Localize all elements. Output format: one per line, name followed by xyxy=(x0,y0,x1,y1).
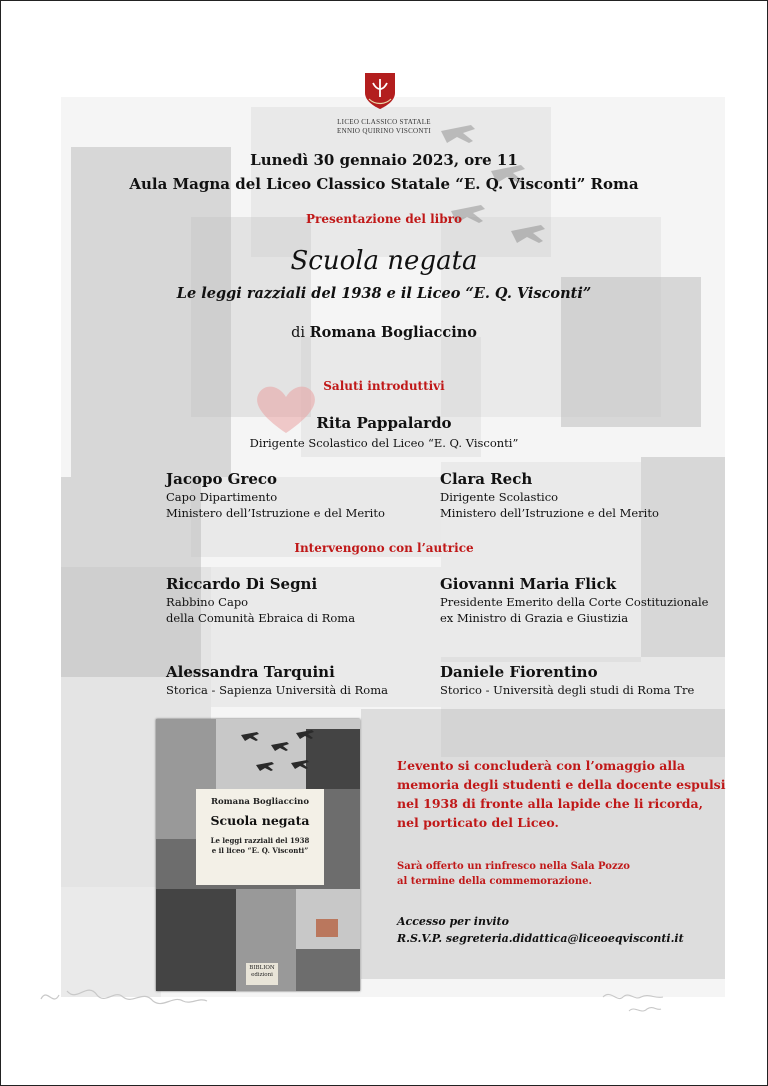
access-line: Accesso per invito xyxy=(397,915,509,928)
cover-author: Romana Bogliaccino xyxy=(210,797,310,807)
book-cover-image xyxy=(156,719,360,991)
greeting-right xyxy=(440,469,659,521)
refreshment-line1: Sarà offerto un rinfresco nella Sala Pozzo xyxy=(397,861,630,872)
speaker-name: Riccardo Di Segni xyxy=(166,575,318,593)
closing-message: L’evento si concluderà con l’omaggio alla memoria degli studenti e della docente espulsi nel 1938 di fronte alla lapide che li ricorda, nel porticato del Liceo. xyxy=(397,758,726,830)
signature-left xyxy=(37,981,227,1011)
speaker-role-line1: Presidente Emerito della Corte Costituzionale xyxy=(440,595,709,609)
greeting-left xyxy=(166,469,385,521)
signature-right xyxy=(599,985,679,1019)
school-name-line1: LICEO CLASSICO STATALE xyxy=(337,118,431,126)
speaker-name: Daniele Fiorentino xyxy=(440,663,598,681)
speaker-name: Giovanni Maria Flick xyxy=(440,575,617,593)
speaker-role-line1: Storico - Università degli studi di Roma Tre xyxy=(440,683,695,697)
author-prefix: di xyxy=(291,325,305,341)
speaker-card xyxy=(440,574,708,626)
school-crest-icon xyxy=(363,71,397,111)
main-speaker-name: Rita Pappalardo xyxy=(316,414,452,432)
speaker-card xyxy=(440,662,694,698)
book-title: Scuola negata xyxy=(290,246,478,276)
cover-title: Scuola negata xyxy=(210,813,310,828)
main-speaker-role: Dirigente Scolastico del Liceo “E. Q. Visconti” xyxy=(249,436,519,450)
publisher-logo xyxy=(246,963,278,985)
refreshment-line2: al termine della commemorazione. xyxy=(397,876,592,887)
greetings-heading: Saluti introduttivi xyxy=(323,379,445,393)
book-subtitle: Le leggi razziali del 1938 e il Liceo “E. Q. Visconti” xyxy=(176,285,592,302)
speaker-role-line1: Dirigente Scolastico xyxy=(440,490,559,504)
event-place: Aula Magna del Liceo Classico Statale “E. Q. Visconti” Roma xyxy=(129,175,639,193)
school-name-line2: ENNIO QUIRINO VISCONTI xyxy=(337,127,431,135)
speaker-name: Clara Rech xyxy=(440,470,533,488)
speaker-role-line2: ex Ministro di Grazia e Giustizia xyxy=(440,611,629,625)
speaker-name: Alessandra Tarquini xyxy=(166,663,335,681)
book-cover-label xyxy=(196,789,324,885)
speaker-role-line1: Storica - Sapienza Università di Roma xyxy=(166,683,388,697)
cover-subtitle-line1: Le leggi razziali del 1938 xyxy=(210,836,310,845)
publisher-name: BIBLION xyxy=(249,965,275,971)
speaker-role-line1: Capo Dipartimento xyxy=(166,490,278,504)
speakers-heading: Intervengono con l’autrice xyxy=(294,541,474,555)
cover-subtitle-line2: e il liceo “E. Q. Visconti” xyxy=(211,846,309,855)
rsvp-line: R.S.V.P. segreteria.didattica@liceoeqvisconti.it xyxy=(397,932,684,945)
speaker-role-line2: Ministero dell’Istruzione e del Merito xyxy=(166,506,385,520)
access-info xyxy=(397,913,727,947)
publisher-sub: edizioni xyxy=(251,972,273,978)
event-date: Lunedì 30 gennaio 2023, ore 11 xyxy=(250,151,518,169)
book-author-line xyxy=(1,324,767,341)
speaker-role-line2: della Comunità Ebraica di Roma xyxy=(166,611,356,625)
speaker-role-line1: Rabbino Capo xyxy=(166,595,249,609)
author-name: Romana Bogliaccino xyxy=(309,324,477,341)
speaker-card xyxy=(166,662,388,698)
speaker-name: Jacopo Greco xyxy=(166,470,278,488)
speaker-role-line2: Ministero dell’Istruzione e del Merito xyxy=(440,506,659,520)
presentation-heading: Presentazione del libro xyxy=(306,212,462,226)
speaker-card xyxy=(166,574,355,626)
refreshment-note xyxy=(397,859,727,889)
